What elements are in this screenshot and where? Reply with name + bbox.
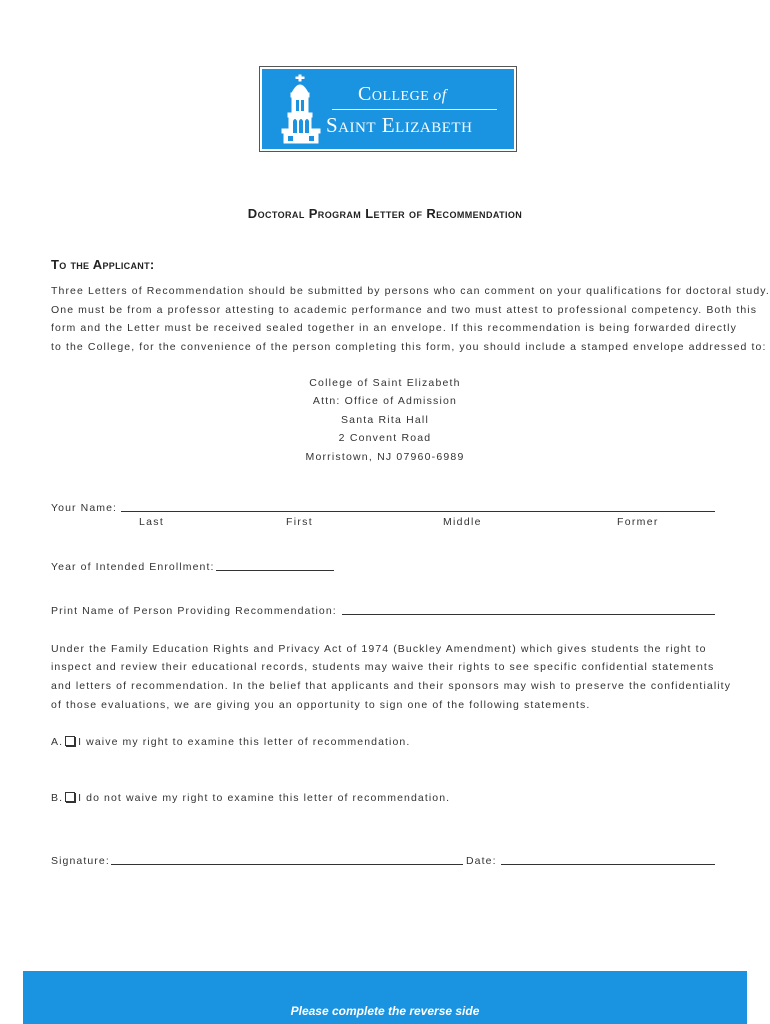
recommender-name-field[interactable]	[342, 614, 715, 615]
logo-college-text: College of	[358, 83, 447, 105]
recommender-name-label: Print Name of Person Providing Recommendation:	[51, 605, 337, 617]
form-title: Doctoral Program Letter of Recommendation	[247, 206, 523, 221]
date-field[interactable]	[501, 864, 715, 865]
logo-name-text: Saint Elizabeth	[326, 113, 473, 137]
option-b	[51, 792, 450, 804]
college-logo	[259, 66, 517, 152]
signature-field[interactable]	[111, 864, 463, 865]
year-enrollment-label: Year of Intended Enrollment:	[51, 561, 215, 573]
name-part-first: First	[286, 516, 313, 528]
name-part-last: Last	[139, 516, 165, 528]
logo-badge	[262, 69, 514, 149]
option-a-checkbox[interactable]	[65, 736, 75, 746]
option-a	[51, 736, 410, 748]
address-line: College of Saint Elizabeth	[309, 377, 461, 389]
signature-label: Signature:	[51, 855, 110, 867]
your-name-field[interactable]	[121, 511, 715, 512]
address-line: Attn: Office of Admission	[312, 395, 458, 407]
name-part-middle: Middle	[443, 516, 482, 528]
intro-line: to the College, for the convenience of the person completing this form, you should include a stamped envelope addressed to:	[51, 341, 767, 353]
your-name-label: Your Name:	[51, 502, 118, 514]
footer-text: Please complete the reverse side	[290, 1004, 480, 1018]
ferpa-line: of those evaluations, we are giving you an opportunity to sign one of the following statements.	[51, 699, 591, 711]
ferpa-line: inspect and review their educational records, students may waive their rights to see specific confidential statements	[51, 661, 715, 673]
address-line: Morristown, NJ 07960-6989	[305, 451, 465, 463]
bell-tower-icon	[276, 73, 326, 149]
intro-line: Three Letters of Recommendation should be submitted by persons who can comment on your qualifications for doctoral study.	[51, 285, 770, 297]
intro-line: form and the Letter must be received sealed together in an envelope. If this recommendation is being forwarded directly	[51, 322, 737, 334]
address-line: Santa Rita Hall	[340, 414, 430, 426]
option-a-text: I waive my right to examine this letter of recommendation.	[78, 736, 411, 748]
option-b-text: I do not waive my right to examine this letter of recommendation.	[78, 792, 451, 804]
ferpa-line: and letters of recommendation. In the belief that applicants and their sponsors may wish to preserve the confidentiality	[51, 680, 732, 692]
date-label: Date:	[466, 855, 497, 867]
option-a-prefix: A.	[51, 736, 64, 748]
address-line: 2 Convent Road	[338, 432, 432, 444]
footer-banner	[23, 971, 747, 1024]
option-b-prefix: B.	[51, 792, 64, 804]
ferpa-line: Under the Family Education Rights and Privacy Act of 1974 (Buckley Amendment) which gives students the right to	[51, 643, 707, 655]
logo-divider	[332, 109, 497, 110]
year-enrollment-field[interactable]	[216, 570, 334, 571]
option-b-checkbox[interactable]	[65, 792, 75, 802]
name-part-former: Former	[617, 516, 659, 528]
intro-line: One must be from a professor attesting to academic performance and two must attest to professional competency. Both this	[51, 304, 758, 316]
applicant-heading: To the Applicant:	[51, 257, 155, 272]
